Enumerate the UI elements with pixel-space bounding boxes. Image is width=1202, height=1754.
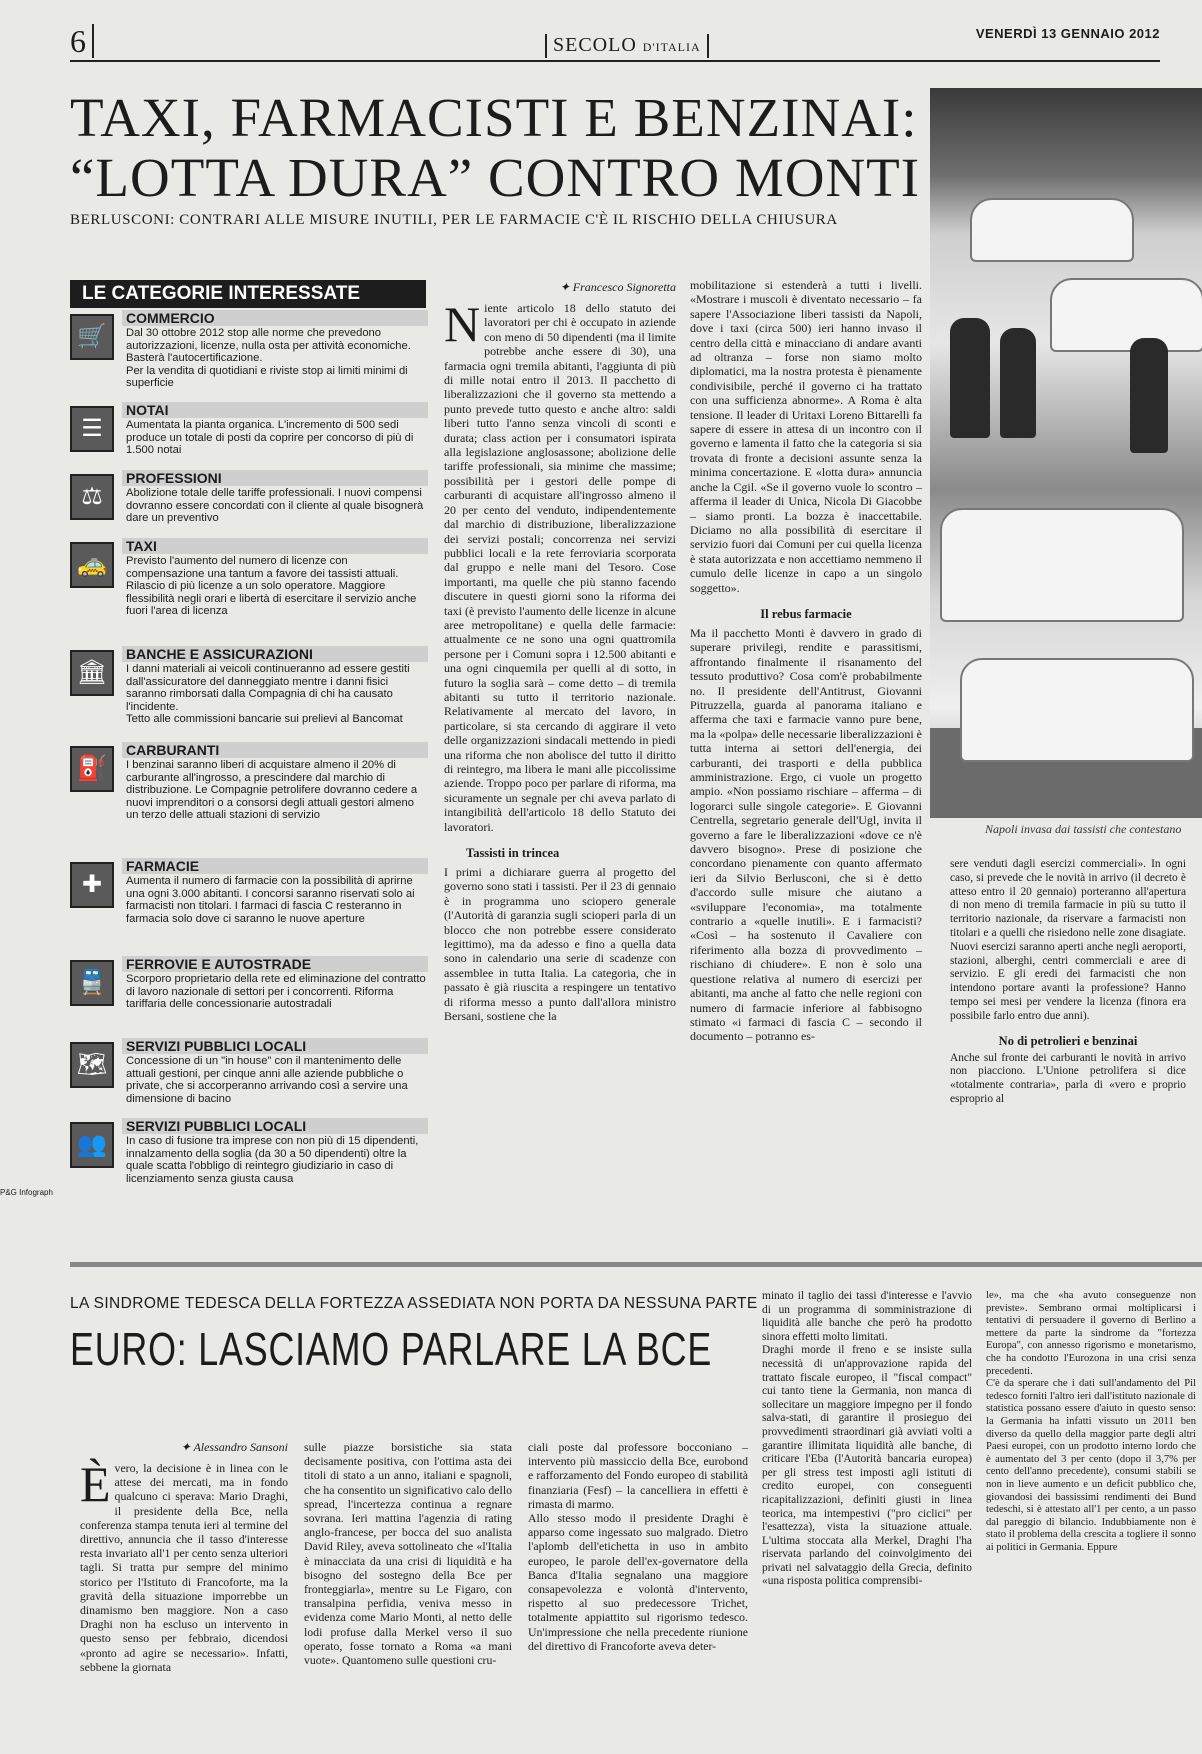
category-name: BANCHE E ASSICURAZIONI	[122, 646, 428, 662]
categories-box-title: LE CATEGORIE INTERESSATE	[70, 280, 426, 308]
category-text: In caso di fusione tra imprese con non più di 15 dipendenti, innalzamento della soglia (da 30 a 50 dipendenti) oltre la quale scatta l'obbligo di reintegro giudiziario in caso di licenziamento senza giusta causa	[126, 1135, 419, 1185]
workers-icon: 👥	[70, 1122, 114, 1168]
article1-col3-text: sere venduti dagli esercizi commerciali». In ogni caso, si prevede che le novità in arrivo (il decreto è atteso entro il 20 gennaio) porteranno all'apertura di non meno di tremila farmacie in più su tutto il territorio nazionale, da riservare a farmacisti non titolari e a quelli che risiedono nelle zone disagiate. Nuovi esercizi saranno aperti anche negli aeroporti, stazioni, alberghi, centri commerciali e aree di servizio. E gli eredi dei farmacisti che non intendono portare avanti la professione? Hanno tempo sei mesi per vendere la licenza (finora era possibile farlo entro due anni).	[950, 858, 1186, 1022]
article1-byline-name: Francesco Signoretta	[572, 280, 676, 294]
category-commercio	[70, 310, 428, 398]
article2-headline: EURO: LASCIAMO PARLARE LA BCE	[70, 1323, 713, 1375]
document-icon: ☰	[70, 406, 114, 452]
category-carburanti	[70, 742, 428, 848]
article2-kicker: LA SINDROME TEDESCA DELLA FORTEZZA ASSEDIATA NON PORTA DA NESSUNA PARTE	[70, 1295, 758, 1312]
newspaper-title	[545, 34, 709, 58]
category-servizi-pubblici-locali	[70, 1038, 428, 1122]
article1-headline-line1: TAXI, FARMACISTI E BENZINAI:	[70, 87, 918, 148]
photo-person-2	[1000, 328, 1036, 438]
italy-map-icon: 🗺	[70, 1042, 114, 1088]
taxi-protest-photo	[930, 88, 1202, 818]
article2-col4-text: minato il taglio dei tassi d'interesse e l'avvio di un programma di somministrazione di liquidità alle banche che però ha prodotto sinora effetti molto limitati. Draghi morde il freno e se insiste sulla necessità di un'approvazione rapida del trattato fiscale europeo, il "fiscal compact" cui tanto tiene la Germania, non manca di sollecitare un maggiore impegno per il fondo salva-stati, di garantire il prosieguo dei provvedimenti straordinari già avviati volti a garantire illimitata liquidità alle banche, di criticare l'Eba (l'Autorità bancaria europea) per gli stress test imposti agli istituti di credito europei, con conseguenti ricapitalizzazioni, definiti giusti in linea teorica, ma intempestivi ("pro ciclici" per l'esattezza), vista la situazione attuale. L'ultima stoccata alla Merkel, Draghi l'ha riservata parlando del coinvolgimento dei privati nel salvataggio della Grecia, definito «una risposta politica comprensibi-	[762, 1290, 972, 1588]
category-text: Scorporo proprietario della rete ed eliminazione del contratto di lavoro nazionale di settori per i concorrenti. Riforma tariffaria delle concessionarie autostradali	[126, 973, 426, 1011]
article1-col2b-text: Ma il pacchetto Monti è davvero in grado di superare privilegi, rendite e parassitismi, affrontando finalmente il risanamento del tessuto produttivo? Cosa com'è probabilmente no. Il presidente dell'Antitrust, Giovanni Pitruzzella, guarda al panorama italiano e afferma che taxi e farmacie vanno pure bene, ma la «polpa» delle necessarie liberalizzazioni è tutta interna ai settori dell'energia, dei carburanti, dei trasporti e della pubblica amministrazione. Ergo, ci vuole un progetto ampio. «Non possiamo rischiare – afferma – di logorarci sulle singole categorie». E Giovanni Centrella, segretario generale dell'Ugl, invita il governo a fare le liberalizzazioni «dove ce n'è davvero bisogno». Prese di posizione che concordano pienamente con quanto affermato ieri da Silvio Berlusconi, che si è detto d'accordo sulle misure che aiutano a «sviluppare l'economia», ma totalmente contrario a «quelle inutili». E i farmacisti? «Così – ha sostenuto il Cavaliere con riferimento alla bozza di provvedimento – rischiano di chiudere». E non è solo una questione relativa al numero di esercizi per abitanti, ma anche al fatto che nelle regioni con numero di farmacie inferiore al fabbisogno stimato «i farmaci di fascia C – secondo il documento – potranno es-	[690, 625, 922, 1044]
section-divider	[70, 1262, 1202, 1267]
category-name: FERROVIE E AUTOSTRADE	[122, 956, 428, 972]
article2-column-2	[304, 1440, 512, 1750]
article2-col3-text: ciali poste dal professore bocconiano – intervento più massiccio della Bce, eurobond e rafforzamento del Fondo europeo di stabilità finanziaria (Fesf) – la cancelliera in effetti è rimasta di marmo. Allo stesso modo il presidente Draghi è apparso come ingessato suo malgrado. Dietro l'aplomb dell'etichetta in uso in ambito europeo, le parole dell'ex-governatore della Banca d'Italia segnalano una maggiore consapevolezza e volontà d'intervento, rispetto al suo predecessore Trichet, totalmente appiattito sul rigorismo tedesco. Un'impressione che nella precedente riunione del direttivo di Francoforte aveva deter-	[528, 1440, 748, 1653]
article2-column-3	[528, 1440, 748, 1750]
issue-date: VENERDÌ 13 GENNAIO 2012	[975, 26, 1160, 41]
category-text: Abolizione totale delle tariffe professionali. I nuovi compensi dovranno essere concordati con il cliente al quale bisognerà dare un preventivo	[126, 487, 424, 525]
section-petrolieri: No di petrolieri e benzinai	[998, 1033, 1138, 1048]
category-text: Aumentata la pianta organica. L'incremento di 500 sedi produce un totale di posti da coprire per concorso di più di 1.500 notai	[126, 419, 414, 457]
photo-taxi-3	[940, 508, 1184, 622]
article2-column-1	[80, 1440, 288, 1750]
article2-col2-text: sulle piazze borsistiche sia stata decisamente positiva, con l'ottima asta dei titoli di stato a un anno, italiani e spagnoli, che ha consentito un significativo calo dello spread, l'incertezza continua a regnare sovrana. Ieri mattina l'agenzia di rating anglo-francese, per bocca del suo analista David Riley, aveva sottolineato che «l'Italia è minacciata da una crisi di liquidità e ha bisogno del sostegno della Bce per fronteggiarla», mentre su Le Figaro, con transalpina perfidia, veniva messo in evidenza come Mario Monti, al netto delle lodi profuse dalla Merkel verso il suo operato, fosse tornato a Roma «a mani vuote». Quantomeno sulle questioni cru-	[304, 1440, 512, 1668]
article1-headline	[70, 88, 930, 208]
bank-icon: 🏛	[70, 650, 114, 696]
article1-headline-line2: “LOTTA DURA” CONTRO MONTI	[70, 147, 921, 208]
category-notai	[70, 402, 428, 464]
article1-column-1	[444, 280, 676, 1240]
article2-column-4	[762, 1290, 972, 1750]
category-name: COMMERCIO	[122, 310, 428, 326]
article1-column-3	[950, 858, 1186, 1238]
category-name: PROFESSIONI	[122, 470, 428, 486]
section-tassisti: Tassisti in trincea	[466, 846, 560, 861]
dropcap: N	[444, 296, 481, 352]
article2-column-5	[986, 1290, 1196, 1750]
infographic-credit: P&G Infograph	[0, 1188, 53, 1197]
article1-col1-body	[444, 296, 676, 834]
shopping-cart-icon: 🛒	[70, 314, 114, 360]
category-name: SERVIZI PUBBLICI LOCALI	[122, 1118, 428, 1134]
category-text: Previsto l'aumento del numero di licenze con compensazione una tantum a favore dei tassisti attuali. Rilascio di più licenze a un solo operatore. Maggiore flessibilità negli orari e libertà di esercitare il servizio anche fuori l'area di licenza	[126, 555, 417, 618]
article1-col2-text: mobilitazione si estenderà a tutti i livelli. «Mostrare i muscoli è diventato necessario – fa sapere l'Associazione liberi tassisti da Napoli, dove i taxi (circa 500) ieri hanno invaso il centro della città e minacciano di andare avanti ad oltranza – forse non siamo molto diplomatici, ma la nostra protesta è pienamente condivisibile, perché il governo ci ha trattato con una sufficienza abnorme». A Roma è alta tensione. Il leader di Uritaxi Loreno Bittarelli fa sapere di essere in attesa di un incontro con il governo e lamenta il fatto che la categoria si sia trovata di fronte a decisioni assunte senza la minima concertazione. E «lotta dura» annuncia anche la Cgil. «Se il governo vuole lo scontro – afferma il leader di Unica, Nicola Di Giacobbe – siamo pronti. La bozza è inaccettabile. Diciamo no alla possibilità di esercitare il servizio fuori dai Comuni per cui quella licenza è stata autorizzata e non accettiamo nemmeno il cumulo delle licenze in capo a un singolo soggetto».	[690, 278, 922, 595]
category-servizi-pubblici-locali-2	[70, 1118, 428, 1208]
article2-byline-name: Alessandro Sansoni	[193, 1440, 288, 1454]
newspaper-title-main: SECOLO	[553, 34, 637, 56]
photo-person-1	[950, 318, 990, 438]
category-professioni	[70, 470, 428, 532]
category-ferrovie-autostrade	[70, 956, 428, 1030]
article1-column-2	[690, 278, 922, 1238]
section-rebus-farmacie: Il rebus farmacie	[760, 606, 852, 621]
taxi-icon: 🚕	[70, 542, 114, 588]
article1-subheadline: BERLUSCONI: CONTRARI ALLE MISURE INUTILI, PER LE FARMACIE C'È IL RISCHIO DELLA CHIUSURA	[70, 212, 838, 228]
page-number: 6	[70, 24, 94, 58]
category-name: CARBURANTI	[122, 742, 428, 758]
category-farmacie	[70, 858, 428, 950]
category-name: FARMACIE	[122, 858, 428, 874]
article1-col3b-text: Anche sul fronte dei carburanti le novità in arrivo non piacciono. L'Unione petrolifera si dice «totalmente contraria», parla di «vero e proprio esproprio al	[950, 1051, 1186, 1105]
article2-col1-body	[80, 1456, 288, 1674]
photo-taxi-2	[1050, 278, 1202, 352]
masthead	[70, 24, 1160, 62]
article1-col1-text: iente articolo 18 dello statuto dei lavoratori per chi è occupato in aziende con meno di 50 dipendenti (ma il limite potrebbe anche essere di 30), una farmacia ogni tremila abitanti, l'aggiunta di più di mille notai entro il 2013. Il pacchetto di liberalizzazioni che il governo sta mettendo a punto prevede tutto questo e anche altro: saldi liberi tutto l'anno senza vincoli di sconti e durata; class action per i consumatori ispirata alla legislazione anglosassone; abolizione delle tariffe professionali, sia minime che massime; possibilità per i gestori delle pompe di carburanti di acquistare all'ingrosso almeno il 20 per cento del venduto, indipendentemente dal marchio di distribuzione, liberalizzazione dei servizi postali; concorrenza nei servizi pubblici locali e la rete ferroviaria scorporata dal gruppo e nelle mani del Tesoro. Cose importanti, ma quelle che più stanno facendo discutere in questi giorni sono la riforma dei taxi (è previsto l'aumento delle licenze in alcune aree metropolitane) e quella delle farmacie: attualmente ce ne sono una ogni quattromila persone per i Comuni sopra i 12.500 abitanti e una ogni cinquemila per quelli al di sotto, in futuro la soglia sarà – come detto – di tremila abitanti su tutto il territorio nazionale. Relativamente al mercato del lavoro, in particolare, si sta cercando di aggirare il veto delle organizzazioni sindacali mettendo in piedi una riforma che non abolisce del tutto il diritto di reintegro, ma libera le mani alle piccolissime aziende. Troppo poco per parlare di riforma, ma sicuramente un segnale per chi aveva parlato di intangibilità dell'articolo 18 dello Statuto dei lavoratori.	[444, 301, 676, 834]
category-text: I benzinai saranno liberi di acquistare almeno il 20% di carburante all'ingrosso, a prescindere dal marchio di distribuzione. Le Compagnie petrolifere dovranno cedere a nuovi imprenditori o a consorsi degli attuali gestori almeno un terzo delle attuali stazioni di servizio	[126, 759, 418, 822]
photo-person-3	[1130, 338, 1168, 453]
category-name: NOTAI	[122, 402, 428, 418]
photo-taxi-1	[970, 198, 1134, 262]
category-text: Concessione di un "in house" con il mantenimento delle attuali gestioni, per cinque anni alle aziende pubbliche o private, che si accorperanno arrivando così a servire una dimensione di bacino	[126, 1055, 408, 1105]
article2-byline: ✦ Alessandro Sansoni	[180, 1440, 288, 1454]
fuel-pump-icon: ⛽	[70, 746, 114, 792]
categories-box	[70, 280, 428, 1215]
category-banche-assicurazioni	[70, 646, 428, 738]
article2-col5-text: le», ma che «ha avuto conseguenze non previste». Sembrano ormai moltiplicarsi i tentativi di persuadere il governo di Berlino a mettere da parte la sindrome da "fortezza Europa", con annesso rigorismo e monetarismo, che ha condotto l'Eurozona in una crisi senza precedenti. C'è da sperare che i dati sull'andamento del Pil tedesco forniti l'altro ieri dall'istituto nazionale di statistica possano essere d'aiuto in questo senso: la Germania ha infatti vissuto un 2011 ben diverso da quello della maggior parte degli altri Paesi europei, con un prodotto interno lordo che è aumentato del 3 per cento (dopo il 3,7% per cento dell'anno precedente), consumi stabili se non in lieve aumento e un deficit pubblico che, giovandosi dei bassissimi rendimenti dei Bund tedeschi, si è attestato all'1 per cento, a un passo dal pareggio di bilancio. Indubbiamente non è stato il problema della crescita a togliere il sonno ai politici in Germania. Eppure	[986, 1290, 1196, 1553]
desk-icon: ⚖	[70, 474, 114, 520]
article1-col1b-text: I primi a dichiarare guerra al progetto del governo sono stati i tassisti. Per il 23 di gennaio è in programma uno sciopero generale (l'Autorità di garanzia sugli scioperi parla di un blocco che non potrebbe essere considerato legittimo), ma da adesso e fino a quella data sono in calendario una serie di scadenze con assemblee in tutta Italia. La categoria, che in passato è già riuscita a respingere un tentativo di riforma messo a punto dall'allora ministro Bersani, sostiene che la	[444, 865, 676, 1024]
category-text: I danni materiali ai veicoli continueranno ad essere gestiti dall'assicuratore del danneggiato mentre i danni fisici saranno rimborsati dalla Compagnia di chi ha causato l'incidente. Tetto alle commissioni bancarie sui prelievi al Bancomat	[126, 663, 410, 726]
category-name: TAXI	[122, 538, 428, 554]
photo-taxi-4	[960, 658, 1194, 762]
category-taxi	[70, 538, 428, 642]
train-icon: 🚆	[70, 960, 114, 1006]
dropcap-e: È	[80, 1456, 111, 1512]
category-name: SERVIZI PUBBLICI LOCALI	[122, 1038, 428, 1054]
photo-caption: Napoli invasa dai tassisti che contestano	[985, 822, 1182, 836]
article1-byline: ✦ Francesco Signoretta	[559, 280, 676, 294]
article2-col1-text: vero, la decisione è in linea con le attese dei mercati, ma in fondo qualcuno ci sperava: Mario Draghi, il presidente della Bce, nella conferenza stampa tenuta ieri al termine del direttivo, annuncia che il tasso d'interesse resta invariato all'1 per cento senza ulteriori tagli. Si tratta pur sempre del minimo storico per l'Istituto di Francoforte, ma la gravità della situazione imporrebbe un dinamismo ben maggiore. Non a caso Draghi non ha escluso un intervento in questo senso per febbraio, dicendosi «pronto ad agire se necessario». Infatti, sebbene la giornata	[80, 1461, 288, 1674]
category-text: Aumenta il numero di farmacie con la possibilità di aprirne una ogni 3.000 abitanti. I concorsi saranno riservati solo ai farmacisti non titolari. I farmaci di fascia C resteranno in farmacia solo dove ci saranno le nuove aperture	[126, 875, 415, 925]
category-text: Dal 30 ottobre 2012 stop alle norme che prevedono autorizzazioni, licenze, nulla osta per attività economiche. Basterà l'autocertificazione. Per la vendita di quotidiani e riviste stop ai limiti minimi di superficie	[126, 327, 411, 390]
newspaper-title-small: D'ITALIA	[642, 40, 701, 54]
pharmacy-cross-icon: ✚	[70, 862, 114, 908]
